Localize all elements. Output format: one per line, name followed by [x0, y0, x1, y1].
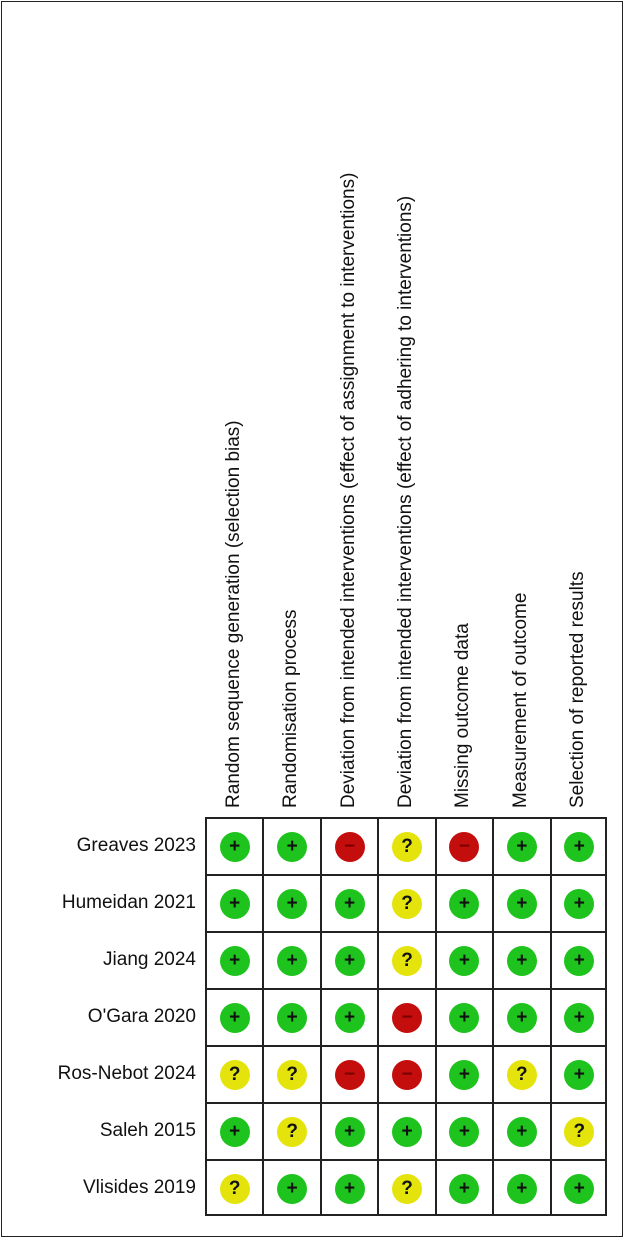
judgement-low-icon: + — [277, 946, 307, 976]
grid-column-divider — [262, 819, 264, 1214]
judgement-low-icon: + — [449, 1003, 479, 1033]
judgement-low-icon: + — [507, 946, 537, 976]
judgement-low-icon: + — [220, 832, 250, 862]
column-header-label: Deviation from intended interventions (effect of assignment to interventions) — [337, 172, 359, 808]
column-header-label: Randomisation process — [280, 609, 302, 808]
column-header-label: Random sequence generation (selection bias) — [222, 420, 244, 808]
judgement-low-icon: + — [277, 889, 307, 919]
judgement-some-icon: ? — [564, 1117, 594, 1147]
judgement-low-icon: + — [564, 1174, 594, 1204]
judgement-low-icon: + — [564, 946, 594, 976]
judgement-low-icon: + — [277, 1003, 307, 1033]
judgement-low-icon: + — [220, 1117, 250, 1147]
judgement-high-icon: − — [335, 832, 365, 862]
judgement-some-icon: ? — [392, 946, 422, 976]
judgement-low-icon: + — [564, 832, 594, 862]
judgement-some-icon: ? — [507, 1060, 537, 1090]
judgement-low-icon: + — [335, 1117, 365, 1147]
judgement-low-icon: + — [335, 1174, 365, 1204]
grid-column-divider — [492, 819, 494, 1214]
grid-column-divider — [320, 819, 322, 1214]
judgement-low-icon: + — [449, 1174, 479, 1204]
grid-column-divider — [550, 819, 552, 1214]
judgement-low-icon: + — [277, 1174, 307, 1204]
column-header-label: Missing outcome data — [452, 623, 474, 808]
grid-column-divider — [435, 819, 437, 1214]
judgement-some-icon: ? — [392, 1174, 422, 1204]
judgement-high-icon: − — [335, 1060, 365, 1090]
judgement-low-icon: + — [564, 889, 594, 919]
column-header-label: Selection of reported results — [567, 571, 589, 808]
judgement-low-icon: + — [335, 889, 365, 919]
grid-row-divider — [207, 1102, 605, 1104]
judgement-high-icon: − — [392, 1060, 422, 1090]
judgement-low-icon: + — [564, 1003, 594, 1033]
study-label: O'Gara 2020 — [87, 1005, 196, 1027]
study-label: Ros-Nebot 2024 — [57, 1062, 196, 1084]
judgement-high-icon: − — [392, 1003, 422, 1033]
judgement-some-icon: ? — [392, 832, 422, 862]
risk-of-bias-grid — [205, 817, 607, 1216]
column-header-label: Measurement of outcome — [509, 592, 531, 808]
judgement-low-icon: + — [507, 1174, 537, 1204]
grid-row-divider — [207, 1159, 605, 1161]
judgement-low-icon: + — [335, 946, 365, 976]
study-label: Vlisides 2019 — [82, 1176, 196, 1198]
judgement-low-icon: + — [335, 1003, 365, 1033]
study-label: Saleh 2015 — [99, 1119, 196, 1141]
column-header-label: Deviation from intended interventions (effect of adhering to interventions) — [395, 195, 416, 808]
judgement-low-icon: + — [220, 889, 250, 919]
judgement-low-icon: + — [449, 889, 479, 919]
judgement-low-icon: + — [449, 1117, 479, 1147]
judgement-high-icon: − — [449, 832, 479, 862]
judgement-low-icon: + — [277, 832, 307, 862]
judgement-low-icon: + — [507, 889, 537, 919]
study-label: Greaves 2023 — [76, 834, 196, 856]
study-label: Humeidan 2021 — [61, 891, 196, 913]
grid-column-divider — [377, 819, 379, 1214]
judgement-low-icon: + — [220, 1003, 250, 1033]
judgement-low-icon: + — [564, 1060, 594, 1090]
judgement-low-icon: + — [392, 1117, 422, 1147]
grid-row-divider — [207, 874, 605, 876]
judgement-low-icon: + — [220, 946, 250, 976]
study-label: Jiang 2024 — [103, 948, 196, 970]
grid-row-divider — [207, 931, 605, 933]
judgement-some-icon: ? — [220, 1060, 250, 1090]
judgement-low-icon: + — [449, 946, 479, 976]
judgement-low-icon: + — [507, 1003, 537, 1033]
grid-row-divider — [207, 1045, 605, 1047]
judgement-some-icon: ? — [220, 1174, 250, 1204]
grid-row-divider — [207, 988, 605, 990]
judgement-some-icon: ? — [392, 889, 422, 919]
judgement-some-icon: ? — [277, 1060, 307, 1090]
judgement-low-icon: + — [507, 1117, 537, 1147]
judgement-some-icon: ? — [277, 1117, 307, 1147]
judgement-low-icon: + — [449, 1060, 479, 1090]
judgement-low-icon: + — [507, 832, 537, 862]
